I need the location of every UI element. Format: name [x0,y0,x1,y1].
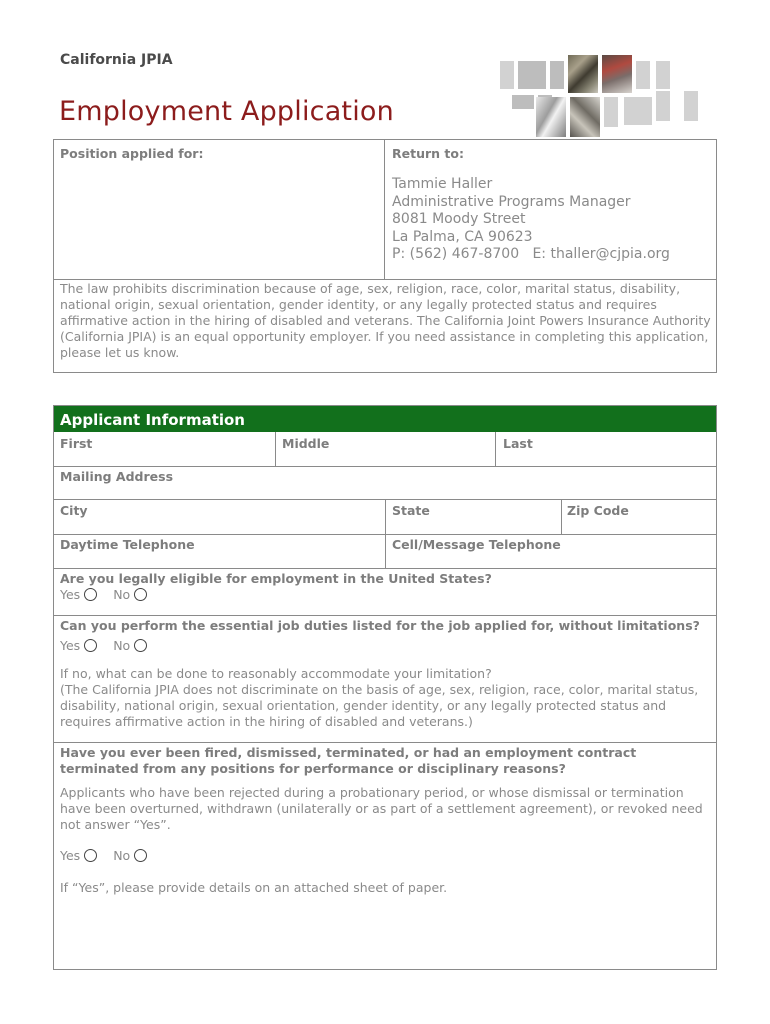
organization-name: California JPIA [60,52,173,68]
position-return-box [53,139,717,373]
yes-label: Yes [60,638,81,653]
termination-question: Have you ever been fired, dismissed, terminated, or had an employment contract terminated from any positions for performance or disciplinary reasons? [60,745,637,776]
return-street: 8081 Moody Street [392,211,526,227]
divider [385,499,386,534]
last-name-field[interactable]: Last [503,436,533,451]
section-title: Applicant Information [60,411,245,429]
divider [385,534,386,568]
divider [54,568,716,569]
accommodation-prompt: If no, what can be done to reasonably accommodate your limitation? [60,666,492,681]
job-duties-question: Can you perform the essential job duties listed for the job applied for, without limitations? [60,618,700,633]
nondiscrimination-note: (The California JPIA does not discriminate on the basis of age, sex, religion, race, color, marital status, disability, national origin, sexual orientation, gender identity, or any legally protected status and requires affirmative action in the hiring of disabled and veterans.) [60,682,699,729]
middle-name-field[interactable]: Middle [282,436,330,451]
divider [54,279,716,280]
state-field[interactable]: State [392,503,430,518]
termination-options [60,848,163,863]
return-to-section [385,140,717,279]
section-header [54,406,716,432]
logo-mosaic [498,53,698,143]
divider [54,615,716,616]
divider [495,432,496,466]
position-applied-label: Position applied for: [60,146,204,161]
termination-yes-radio[interactable] [84,849,97,862]
mailing-address-field[interactable]: Mailing Address [60,469,174,484]
divider [561,499,562,534]
daytime-telephone-field[interactable]: Daytime Telephone [60,537,195,552]
eligibility-no-radio[interactable] [134,588,147,601]
eligibility-question: Are you legally eligible for employment in the United States? [60,571,492,586]
job-duties-options [60,638,163,653]
divider [54,466,716,467]
eeo-disclaimer: The law prohibits discrimination because of age, sex, religion, race, color, marital status, disability, national origin, sexual orientation, gender identity, or any legally protected status and requires affirmative action in the hiring of disabled and veterans. The California Joint Powers Insurance Authority (California JPIA) is an equal opportunity employer. If you need assistance in completing this application, please let us know. [60,281,711,360]
zip-code-field[interactable]: Zip Code [567,503,629,518]
termination-no-radio[interactable] [134,849,147,862]
return-contact: P: (562) 467-8700 E: thaller@cjpia.org [392,246,670,262]
no-label: No [113,638,131,653]
return-address [392,176,670,264]
yes-label: Yes [60,587,81,602]
cell-telephone-field[interactable]: Cell/Message Telephone [392,537,561,552]
applicant-information-section [53,405,717,970]
no-label: No [113,848,131,863]
eligibility-yes-radio[interactable] [84,588,97,601]
yes-label: Yes [60,848,81,863]
termination-note: Applicants who have been rejected during a probationary period, or whose dismissal or termination have been overturned, withdrawn (unilaterally or as part of a settlement agreement), or revoked need not answer “Yes”. [60,785,703,832]
divider [275,432,276,466]
city-field[interactable]: City [60,503,88,518]
position-applied-field[interactable] [54,140,385,279]
divider [54,742,716,743]
return-name: Tammie Haller [392,176,493,192]
job-duties-no-radio[interactable] [134,639,147,652]
termination-details-note: If “Yes”, please provide details on an attached sheet of paper. [60,880,448,895]
first-name-field[interactable]: First [60,436,93,451]
job-duties-yes-radio[interactable] [84,639,97,652]
return-city: La Palma, CA 90623 [392,228,533,245]
return-to-label: Return to: [392,146,464,161]
document-title: Employment Application [59,96,394,127]
return-role: Administrative Programs Manager [392,193,631,210]
no-label: No [113,587,131,602]
eligibility-options [60,587,163,602]
